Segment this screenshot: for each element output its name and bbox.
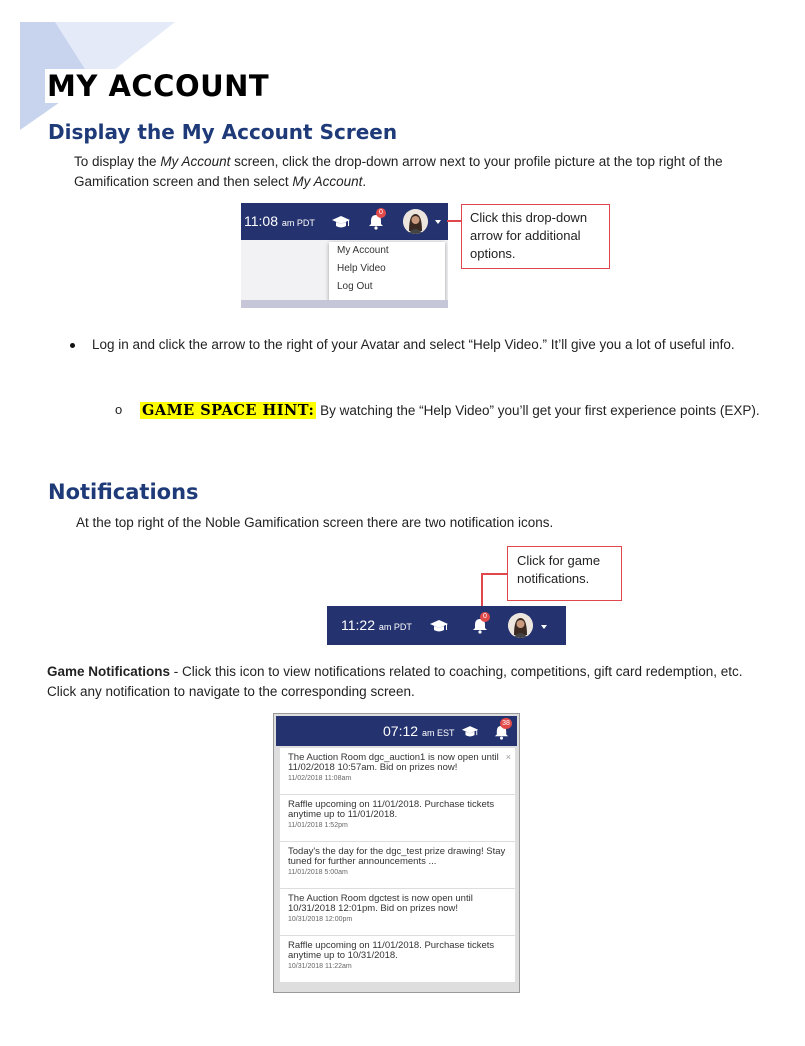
clock: 07:12 am EST [383, 723, 455, 739]
hint-paragraph [140, 400, 760, 421]
notification-timestamp: 10/31/2018 11:22am [288, 963, 352, 970]
screenshot-bottom-bar [241, 300, 448, 308]
bullet-icon [70, 343, 75, 348]
notification-item[interactable] [280, 842, 515, 889]
close-icon[interactable]: × [505, 752, 511, 762]
intro-text: . [362, 174, 367, 189]
dropdown-callout: Click this drop-down arrow for additional options. [461, 204, 610, 269]
menu-item-my-account[interactable]: My Account [337, 245, 389, 256]
panel-navbar [276, 716, 517, 746]
notification-timestamp: 11/01/2018 5:00am [288, 869, 348, 876]
notification-list [280, 748, 515, 983]
clock: 11:22 am PDT [341, 617, 412, 633]
avatar-icon [508, 613, 533, 638]
notification-badge: 0 [480, 612, 490, 622]
notification-message: Today's the day for the dgc_test prize drawing! Stay tuned for further announcements ... [288, 846, 506, 867]
game-space-hint-label: GAME SPACE HINT: [142, 402, 315, 419]
notification-message: The Auction Room dgc_auction1 is now open until 11/02/2018 10:57am. Bid on prizes now! [288, 752, 499, 773]
game-notifications-description [47, 662, 747, 702]
notification-item[interactable] [280, 795, 515, 842]
intro-emphasis: My Account [160, 154, 231, 169]
section-heading-notifications: Notifications [48, 480, 199, 504]
menu-item-log-out[interactable]: Log Out [337, 281, 373, 292]
notification-timestamp: 11/01/2018 1:52pm [288, 822, 348, 829]
notifications-panel-screenshot [273, 713, 520, 993]
notification-item[interactable] [280, 889, 515, 936]
intro-text: screen, click the drop-down arrow next to your profile picture at the top right of the Gamification screen and then select [74, 154, 723, 189]
avatar[interactable] [403, 209, 428, 234]
notification-message: The Auction Room dgctest is now open until 10/31/2018 12:01pm. Bid on prizes now! [288, 893, 473, 914]
intro-text: To display the [74, 154, 161, 169]
page-title: MY ACCOUNT [47, 69, 270, 103]
my-account-screenshot [241, 203, 448, 308]
game-notifications-label: Game Notifications [47, 664, 171, 679]
notification-message: Raffle upcoming on 11/01/2018. Purchase tickets anytime up to 11/01/2018. [288, 799, 495, 820]
graduation-cap-icon[interactable] [331, 214, 351, 230]
my-account-intro [74, 152, 774, 192]
notification-item[interactable] [280, 936, 515, 983]
hint-text: By watching the “Help Video” you’ll get your first experience points (EXP). [320, 403, 760, 418]
sub-bullet-marker: o [115, 402, 123, 417]
notifications-screenshot [327, 606, 566, 645]
bullet-text: Log in and click the arrow to the right of your Avatar and select “Help Video.” It’ll give you a lot of useful info. [92, 337, 735, 352]
notification-badge: 0 [376, 208, 386, 218]
callout-connector-horizontal [481, 573, 508, 575]
game-notifications-text: - Click this icon to view notifications related to coaching, competitions, gift card redemption, etc. Click any notification to navigate to the corresponding screen. [47, 664, 743, 699]
avatar-icon [403, 209, 428, 234]
notification-message: Raffle upcoming on 11/01/2018. Purchase tickets anytime up to 10/31/2018. [288, 940, 495, 961]
chevron-down-icon[interactable] [541, 625, 547, 629]
notification-timestamp: 10/31/2018 12:00pm [288, 916, 353, 923]
intro-emphasis: My Account [292, 174, 363, 189]
callout-connector [447, 220, 462, 222]
chevron-down-icon[interactable] [435, 220, 441, 224]
notifications-intro: At the top right of the Noble Gamification screen there are two notification icons. [76, 515, 554, 530]
menu-item-help-video[interactable]: Help Video [337, 263, 386, 274]
notification-timestamp: 11/02/2018 11:08am [288, 775, 352, 782]
graduation-cap-icon[interactable] [461, 724, 479, 739]
avatar[interactable] [508, 613, 533, 638]
game-notifications-callout: Click for game notifications. [507, 546, 622, 601]
account-dropdown-menu [329, 242, 445, 302]
notification-item[interactable] [280, 748, 515, 795]
clock: 11:08 am PDT [244, 213, 315, 229]
notification-badge: 38 [500, 718, 512, 729]
top-navbar [241, 203, 448, 240]
graduation-cap-icon[interactable] [429, 618, 449, 634]
section-heading-my-account: Display the My Account Screen [48, 120, 398, 144]
